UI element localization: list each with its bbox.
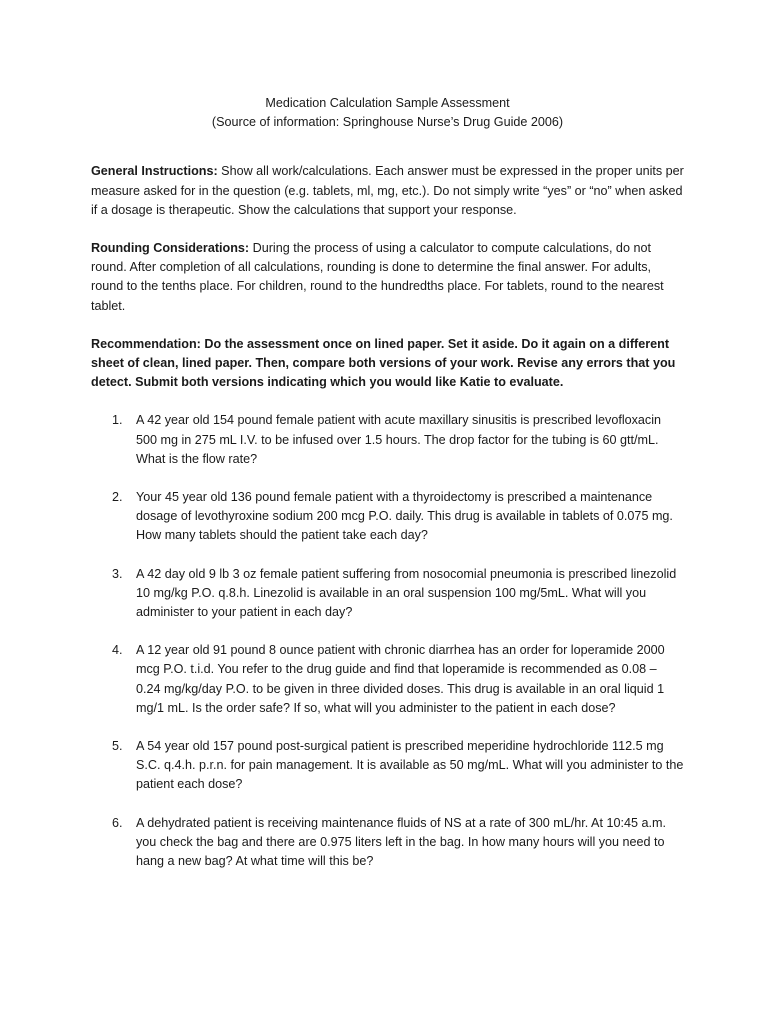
question-item	[91, 641, 684, 718]
question-item	[91, 737, 684, 795]
question-item	[91, 488, 684, 546]
recommendation: Recommendation: Do the assessment once on lined paper. Set it aside. Do it again on a different sheet of clean, lined paper. Then, compare both versions of your work. Revise any errors that you detect. Submit both versions indicating which you would like Katie to evaluate.	[91, 336, 676, 390]
question-number: 3.	[112, 566, 123, 581]
question-item	[91, 565, 684, 623]
question-text: Your 45 year old 136 pound female patient with a thyroidectomy is prescribed a maintenance dosage of levothyroxine sodium 200 mcg P.O. daily. This drug is available in tablets of 0.075 mg. How many tablets should the patient take each day?	[136, 490, 673, 543]
general-instructions-text: Show all work/calculations. Each answer must be expressed in the proper units per measure asked for in the question (e.g. tablets, ml, mg, etc.). Do not simply write “yes” or “no” when asked if a dosage is therapeutic. Show the calculations that support your response.	[91, 164, 684, 217]
rounding-considerations	[91, 239, 684, 316]
question-text: A 54 year old 157 pound post-surgical patient is prescribed meperidine hydrochloride 112.5 mg S.C. q.4.h. p.r.n. for pain management. It is available as 50 mg/mL. What will you administer to the patient each dose?	[136, 739, 684, 792]
question-item	[91, 411, 684, 469]
question-number: 2.	[112, 490, 123, 505]
question-text: A 42 year old 154 pound female patient with acute maxillary sinusitis is prescribed levofloxacin 500 mg in 275 mL I.V. to be infused over 1.5 hours. The drop factor for the tubing is 60 gtt/mL. What is the flow rate?	[136, 413, 662, 466]
question-number: 6.	[112, 815, 123, 830]
question-number: 1.	[112, 413, 123, 428]
question-number: 5.	[112, 739, 123, 754]
title-line-2: (Source of information: Springhouse Nurse’s Drug Guide 2006)	[211, 115, 564, 130]
question-list	[91, 411, 684, 871]
rounding-considerations-text: During the process of using a calculator to compute calculations, do not round. After completion of all calculations, rounding is done to determine the final answer. For adults, round to the tenths place. For children, round to the hundredths place. For tablets, round to the nearest tablet.	[91, 241, 664, 313]
rounding-considerations-heading: Rounding Considerations:	[91, 241, 250, 256]
general-instructions	[91, 162, 684, 220]
question-item	[91, 814, 684, 872]
question-text: A dehydrated patient is receiving maintenance fluids of NS at a rate of 300 mL/hr. At 10:45 a.m. you check the bag and there are 0.975 liters left in the bag. In how many hours will you need to hang a new bag? At what time will this be?	[136, 815, 666, 869]
question-text: A 42 day old 9 lb 3 oz female patient suffering from nosocomial pneumonia is prescribed linezolid 10 mg/kg P.O. q.8.h. Linezolid is available in an oral suspension 100 mg/5mL. What will you administer to your patient in each day?	[136, 566, 677, 620]
general-instructions-heading: General Instructions:	[91, 164, 218, 179]
title-line-1: Medication Calculation Sample Assessment	[265, 96, 510, 110]
document-title	[91, 94, 684, 132]
question-text: A 12 year old 91 pound 8 ounce patient with chronic diarrhea has an order for loperamide 2000 mcg P.O. t.i.d. You refer to the drug guide and find that loperamide is recommended as 0.08 – 0.24 mg/kg/day P.O. to be given in three divided doses. This drug is available in an oral liquid 1 mg/1 mL. Is the order safe? If so, what will you administer to the patient in each dose?	[136, 643, 665, 715]
question-number: 4.	[112, 643, 123, 658]
